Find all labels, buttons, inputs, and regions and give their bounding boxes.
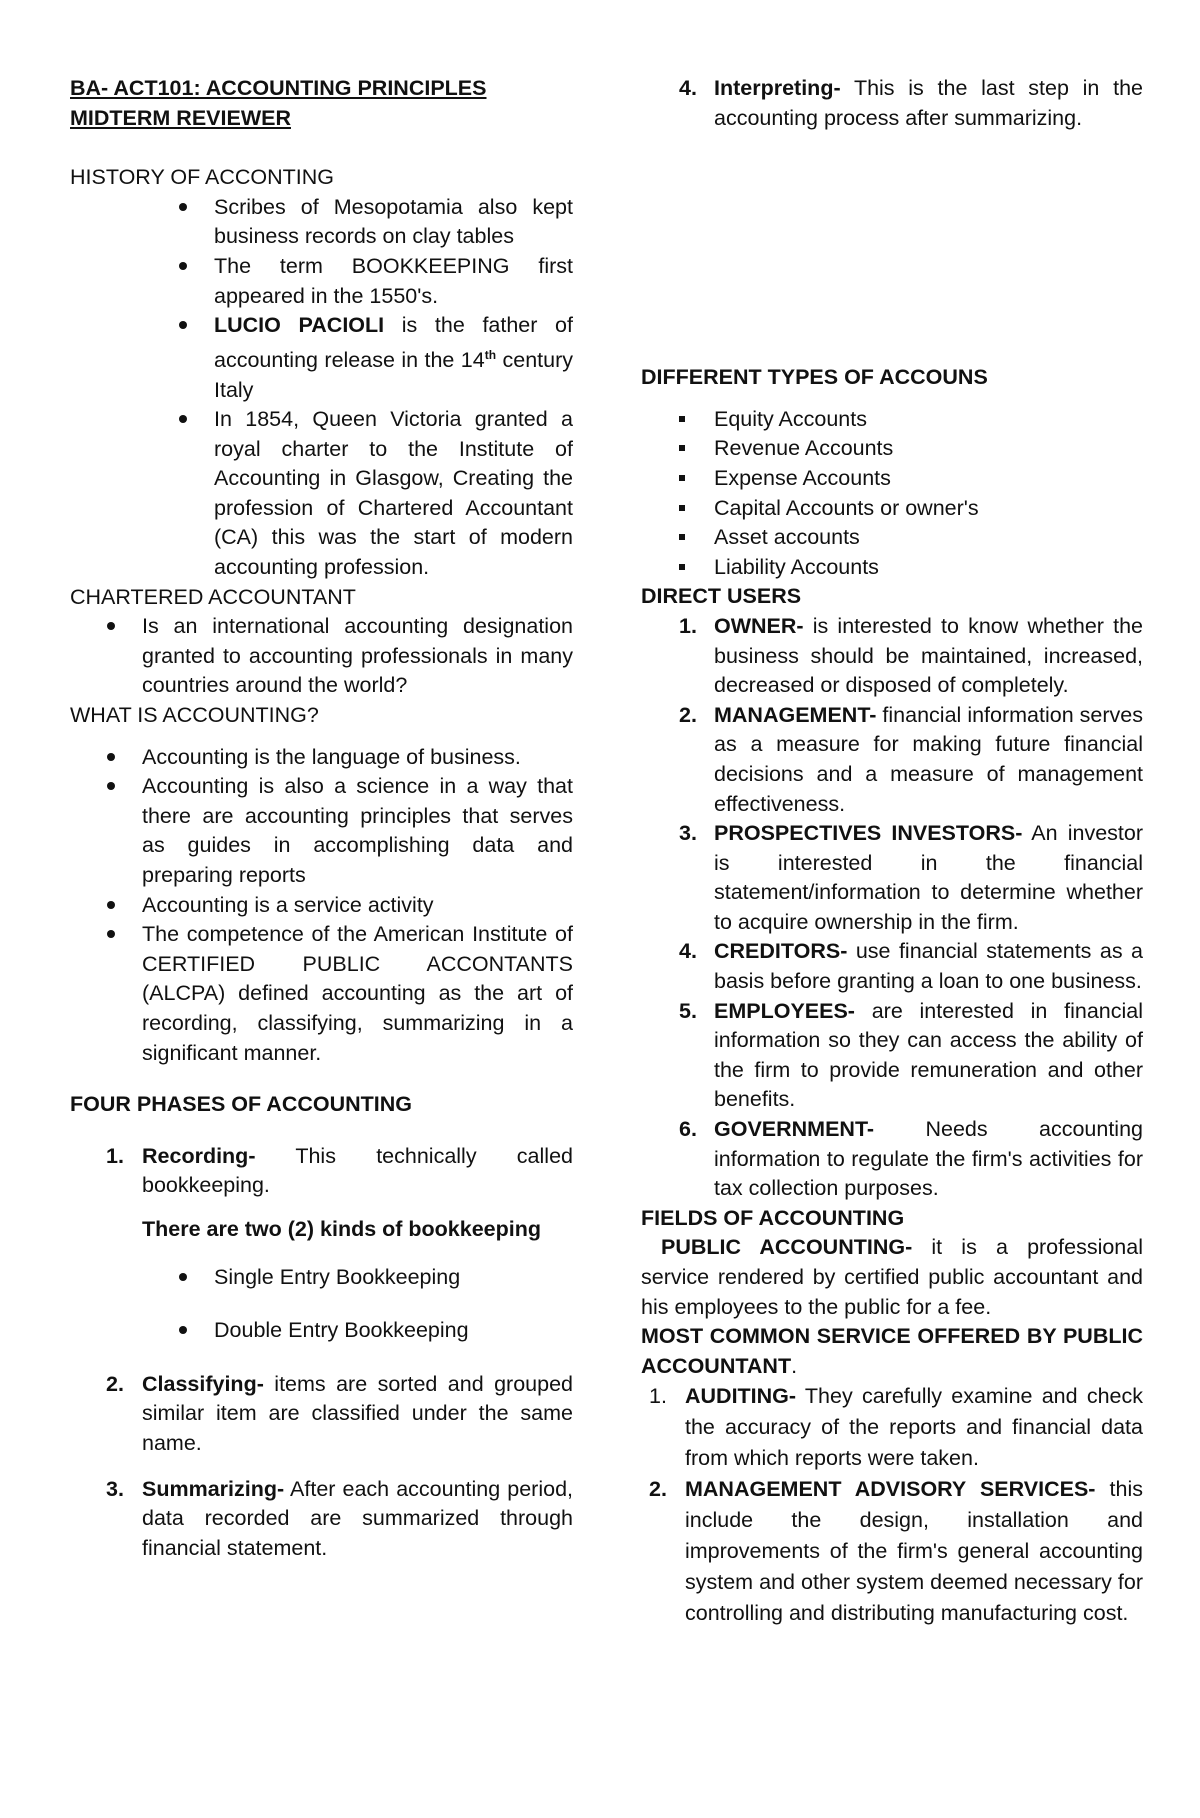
history-heading: HISTORY OF ACCONTING: [70, 165, 335, 190]
phases-list-continued: [70, 1370, 573, 1564]
what-heading: WHAT IS ACCOUNTING?: [70, 703, 319, 728]
direct-users-list: [641, 612, 1143, 1204]
list-item: 2. MANAGEMENT ADVISORY SERVICES- this include the design, installation and improvements of the firm's general accounting system and other system deemed necessary for controlling and distributing manufacturing cost.: [649, 1477, 1143, 1626]
right-column: [641, 74, 1143, 1629]
account-types-heading: DIFFERENT TYPES OF ACCOUNS: [641, 365, 988, 390]
common-services-heading: MOST COMMON SERVICE OFFERED BY PUBLIC ACCOUNTANT.: [641, 1324, 1143, 1378]
list-item: 2. MANAGEMENT- financial information serves as a measure for making future financial decisions and a measure of management effectiveness.: [679, 702, 1143, 816]
list-item: Accounting is the language of business.: [70, 743, 573, 773]
what-list: [70, 743, 573, 1069]
list-item: 3. PROSPECTIVES INVESTORS- An investor is interested in the financial statement/information to determine whether to acquire ownership in the firm.: [679, 821, 1143, 934]
list-item: Asset accounts: [641, 523, 1143, 553]
list-item: Scribes of Mesopotamia also kept business records on clay tables: [70, 193, 573, 252]
list-item: LUCIO PACIOLI is the father of accounting release in the 14th century Italy: [70, 311, 573, 405]
list-item: Capital Accounts or owner's: [641, 494, 1143, 524]
bookkeeping-kinds-intro: There are two (2) kinds of bookkeeping: [142, 1216, 542, 1241]
list-item: 6. GOVERNMENT- Needs accounting information to regulate the firm's activities for tax collection purposes.: [679, 1117, 1143, 1201]
document-title: BA- ACT101: ACCOUNTING PRINCIPLES MIDTERM REVIEWER: [70, 76, 487, 130]
phases-heading: FOUR PHASES OF ACCOUNTING: [70, 1092, 413, 1117]
phase-item: 1. Recording- This technically called bookkeeping.: [106, 1143, 573, 1198]
list-item: 1. AUDITING- They carefully examine and check the accuracy of the reports and financial data from which reports were taken.: [649, 1384, 1143, 1471]
account-types-list: [641, 405, 1143, 583]
services-list: [641, 1381, 1143, 1629]
list-item: Liability Accounts: [641, 553, 1143, 583]
bookkeeping-kinds-list: [70, 1263, 573, 1346]
list-item: Double Entry Bookkeeping: [70, 1316, 573, 1346]
phase-item: 4. Interpreting- This is the last step in the accounting process after summarizing.: [679, 76, 1143, 130]
list-item: The term BOOKKEEPING first appeared in the 1550's.: [70, 252, 573, 311]
fields-heading: FIELDS OF ACCOUNTING: [641, 1205, 905, 1230]
phases-list: [70, 1142, 573, 1201]
history-list: [70, 193, 573, 583]
list-item: Accounting is also a science in a way that there are accounting principles that serves as guides in accomplishing data and preparing reports: [70, 772, 573, 890]
chartered-heading: CHARTERED ACCOUNTANT: [70, 584, 356, 609]
list-item: Is an international accounting designation granted to accounting professionals in many countries around the world?: [70, 612, 573, 701]
list-item: The competence of the American Institute of CERTIFIED PUBLIC ACCONTANTS (ALCPA) defined accounting as the art of recording, classifying, summarizing in a significant manner.: [70, 920, 573, 1068]
chartered-list: [70, 612, 573, 701]
list-item: 5. EMPLOYEES- are interested in financial information so they can access the ability of the firm to provide remuneration and other benefits.: [679, 998, 1143, 1112]
list-item: In 1854, Queen Victoria granted a royal charter to the Institute of Accounting in Glasgow, Creating the profession of Chartered Accountant (CA) this was the start of modern accounting profession.: [70, 405, 573, 583]
phase-item: 3. Summarizing- After each accounting period, data recorded are summarized through financial statement.: [106, 1476, 573, 1560]
list-item: Accounting is a service activity: [70, 891, 573, 921]
list-item: Expense Accounts: [641, 464, 1143, 494]
list-item: 1. OWNER- is interested to know whether the business should be maintained, increased, decreased or disposed of completely.: [679, 613, 1143, 698]
list-item: 4. CREDITORS- use financial statements as a basis before granting a loan to one business.: [679, 939, 1143, 994]
list-item: Single Entry Bookkeeping: [70, 1263, 573, 1293]
direct-users-heading: DIRECT USERS: [641, 584, 802, 609]
list-item: Equity Accounts: [641, 405, 1143, 435]
list-item: Revenue Accounts: [641, 434, 1143, 464]
left-column: [70, 74, 573, 1579]
phase-four-list: [641, 74, 1143, 133]
public-accounting-paragraph: PUBLIC ACCOUNTING- it is a professional service rendered by certified public accountant and his employees to the public for a fee.: [641, 1235, 1143, 1319]
phase-item: 2. Classifying- items are sorted and grouped similar item are classified under the same name.: [106, 1371, 573, 1455]
